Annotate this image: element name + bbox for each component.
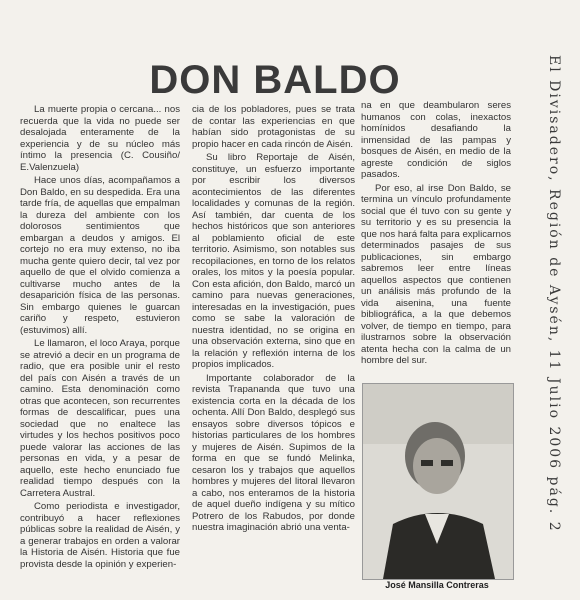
paragraph: Su libro Reportaje de Aisén, constituye, un esfuerzo importante por escribir los diversos acontecimientos de las diferentes localidades y comunas de la región. Así también, dar cuenta de los hechos históricos que son anteriores al poblamiento oficial de este territorio. Asimismo, son notables sus recopilaciones, en torno de los relatos orales, los mitos y la poesía popular. Con esta afición, don Baldo, marcó un camino para nuevas generaciones, interesadas en la investigación, pues como se sabe la valoración de nuestra identidad, no se origina en una observación externa, sino que en la relación y reflexión interna de los propios implicados. bbox=[192, 152, 355, 370]
column-1 bbox=[20, 104, 180, 572]
photo-caption: José Mansilla Contreras bbox=[385, 580, 489, 590]
author-photo bbox=[362, 383, 514, 580]
column-3 bbox=[361, 100, 511, 369]
paragraph: Como periodista e investigador, contribuyó a hacer reflexiones públicas sobre la realidad de Aisén, y a generar trabajos en orden a valorar la Historia de Aisén. Historia que fue provista desde la opinión y experien- bbox=[20, 501, 180, 570]
handwritten-annotation: El Divisadero, Región de Aysén, 11 Julio 2006 pág. 2 bbox=[546, 55, 562, 533]
paragraph: cia de los pobladores, pues se trata de contar las experiencias en que habían sido protagonistas de su propio hacer en cada rincón de Aisén. bbox=[192, 104, 355, 150]
paragraph: na en que deambularon seres humanos con colas, inexactos homínidos desafiando la inmensidad de las pampas y bosques de Aisén, en medio de la agreste condición de siglos pasados. bbox=[361, 100, 511, 180]
column-2 bbox=[192, 104, 355, 536]
paragraph: Hace unos días, acompañamos a Don Baldo, en su despedida. Era una tarde fría, de aquellas que empalman la dureza del ambiente con los dolorosos sentimientos que embargan a deudos y amigos. El cortejo no era muy extenso, no iba mucha gente quiero decir, tal vez por aquello de que el olvido comienza a cultivarse mucho antes de la desaparición física de las personas. Sin embargo quienes le guarcan cariño y respeto, estuvieron (estuvimos) allí. bbox=[20, 175, 180, 336]
portrait-image bbox=[363, 384, 513, 579]
epigraph: La muerte propia o cercana... nos recuerda que la vida no puede ser desalojada enteramente de la experiencia y de su núcleo más íntimo la presencia (C. Cousiño/ E.Valenzuela) bbox=[20, 104, 180, 173]
paragraph: Por eso, al irse Don Baldo, se termina un vínculo profundamente social que él tuvo con su gente y su territorio y es su presencia la que nos hará falta para explicarnos determinados pasajes de sus publicaciones, sin embargo sabremos leer entre líneas aquellos aspectos que contienen un análisis más profundo de la vida aisenina, una fuente bibliográfica, a la que debemos volver, de tiempo en tiempo, para ilustrarnos sobre la observación atenta hecha con la calma de un hombre del sur. bbox=[361, 182, 511, 366]
article-title: DON BALDO bbox=[149, 58, 401, 102]
paragraph: Le llamaron, el loco Araya, porque se atrevió a decir en un programa de radio, que era posible unir el resto del país con Aisén a través de un camino. Esta denominación como otras que acontecen, son recurrentes formas de descalificar, pues una sociedad que no enaltece las virtudes y los hechos positivos poco puede valorar las acciones de las personas en vida, y a pesar de aquello, este hecho enunciado fue realidad tiempo después con la Carretera Austral. bbox=[20, 338, 180, 499]
paragraph: Importante colaborador de la revista Trapananda que tuvo una existencia corta en la década de los ochenta. Allí Don Baldo, desplegó sus ensayos sobre diversos tópicos e historias particulares de los hombres y mujeres de Aisén. Supimos de la forma en que se fundó Melinka, cesaron los y trabajos que aquellos hombres y mujeres del litoral llevaron a cabo, nos enteramos de la historia de aquel dueño indígena y su mítico Potrero de los Rabudos, por donde nuestra imaginación abrió una venta- bbox=[192, 372, 355, 533]
